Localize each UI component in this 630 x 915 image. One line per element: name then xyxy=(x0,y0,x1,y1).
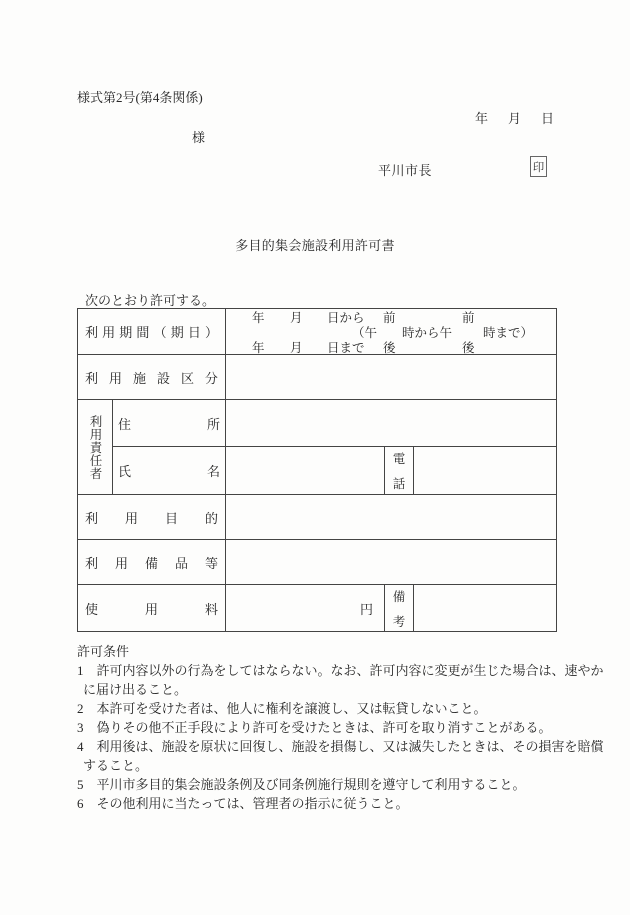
period-label-cell: 利 用 期 間 （ 期 日 ） xyxy=(78,309,226,355)
permit-condition-line: 2 本許可を受けた者は、他人に権利を譲渡し、又は転貸しないこと。 xyxy=(77,701,487,716)
equipment-value-cell xyxy=(226,540,556,585)
period-pm-1: 後 xyxy=(383,341,396,355)
permit-conditions xyxy=(77,642,604,813)
date-day-label: 日 xyxy=(541,111,555,126)
fee-label-cell: 使 用 料 xyxy=(78,585,226,631)
tel-value-cell xyxy=(414,447,556,495)
seal-label: 印 xyxy=(532,161,545,174)
permit-condition-line: 4 利用後は、施設を原状に回復し、施設を損傷し、又は滅失したときは、その損害を賠償 xyxy=(77,739,604,754)
period-to-month: 月 xyxy=(290,341,303,355)
issue-date-line xyxy=(475,108,554,127)
date-year-label: 年 xyxy=(475,111,489,126)
period-time-open: （午 xyxy=(352,326,378,340)
date-month-label: 月 xyxy=(508,111,522,126)
facility-label-cell: 利 用 施 設 区 分 xyxy=(78,355,226,400)
permit-condition-line: 1 許可内容以外の行為をしてはならない。なお、許可内容に変更が生じた場合は、速やか xyxy=(77,663,604,678)
responsible-group-label: 利用責任者 xyxy=(88,414,102,480)
period-from-day: 日から xyxy=(327,311,365,325)
period-from-year: 年 xyxy=(252,311,265,325)
permit-table xyxy=(77,308,557,632)
fee-unit-label: 円 xyxy=(359,601,373,617)
facility-value-cell xyxy=(226,355,556,400)
form-number: 様式第2号(第4条関係) xyxy=(77,90,203,105)
name-value-cell xyxy=(226,447,385,495)
addressee-suffix: 様 xyxy=(192,130,206,145)
permit-condition-line: 3 偽りその他不正手段により許可を受けたときは、許可を取り消すことがある。 xyxy=(77,720,552,735)
permit-condition-line: すること。 xyxy=(83,758,149,773)
period-value-cell xyxy=(226,309,556,355)
period-to-day: 日まで xyxy=(327,341,365,355)
conditions-heading: 許可条件 xyxy=(77,644,130,659)
issuer-title: 平川市長 xyxy=(378,163,433,178)
period-am-2: 前 xyxy=(462,311,475,325)
period-time-middle: 時から午 xyxy=(402,326,453,340)
permit-condition-line: 6 その他利用に当たっては、管理者の指示に従うこと。 xyxy=(77,796,409,811)
permit-condition-line: に届け出ること。 xyxy=(83,682,188,697)
intro-text: 次のとおり許可する。 xyxy=(85,293,216,308)
equipment-label-cell: 利 用 備 品 等 xyxy=(78,540,226,585)
permit-condition-line: 5 平川市多目的集会施設条例及び同条例施行規則を遵守して利用すること。 xyxy=(77,777,526,792)
period-pm-2: 後 xyxy=(462,341,475,355)
remarks-value-cell xyxy=(414,585,556,631)
seal-mark xyxy=(530,156,547,177)
fee-value-cell xyxy=(226,585,385,631)
name-label-cell: 氏 名 xyxy=(113,447,226,495)
purpose-value-cell xyxy=(226,495,556,540)
tel-label-cell: 電 話 xyxy=(385,447,414,495)
period-from-month: 月 xyxy=(290,311,303,325)
remarks-label-cell: 備 考 xyxy=(385,585,414,631)
purpose-label-cell: 利 用 目 的 xyxy=(78,495,226,540)
period-am-1: 前 xyxy=(383,311,396,325)
period-to-year: 年 xyxy=(252,341,265,355)
period-time-close: 時まで） xyxy=(483,326,534,340)
address-value-cell xyxy=(226,400,556,447)
address-label-cell: 住 所 xyxy=(113,400,226,447)
page-title: 多目的集会施設利用許可書 xyxy=(235,238,395,253)
responsible-group-cell xyxy=(78,400,113,495)
